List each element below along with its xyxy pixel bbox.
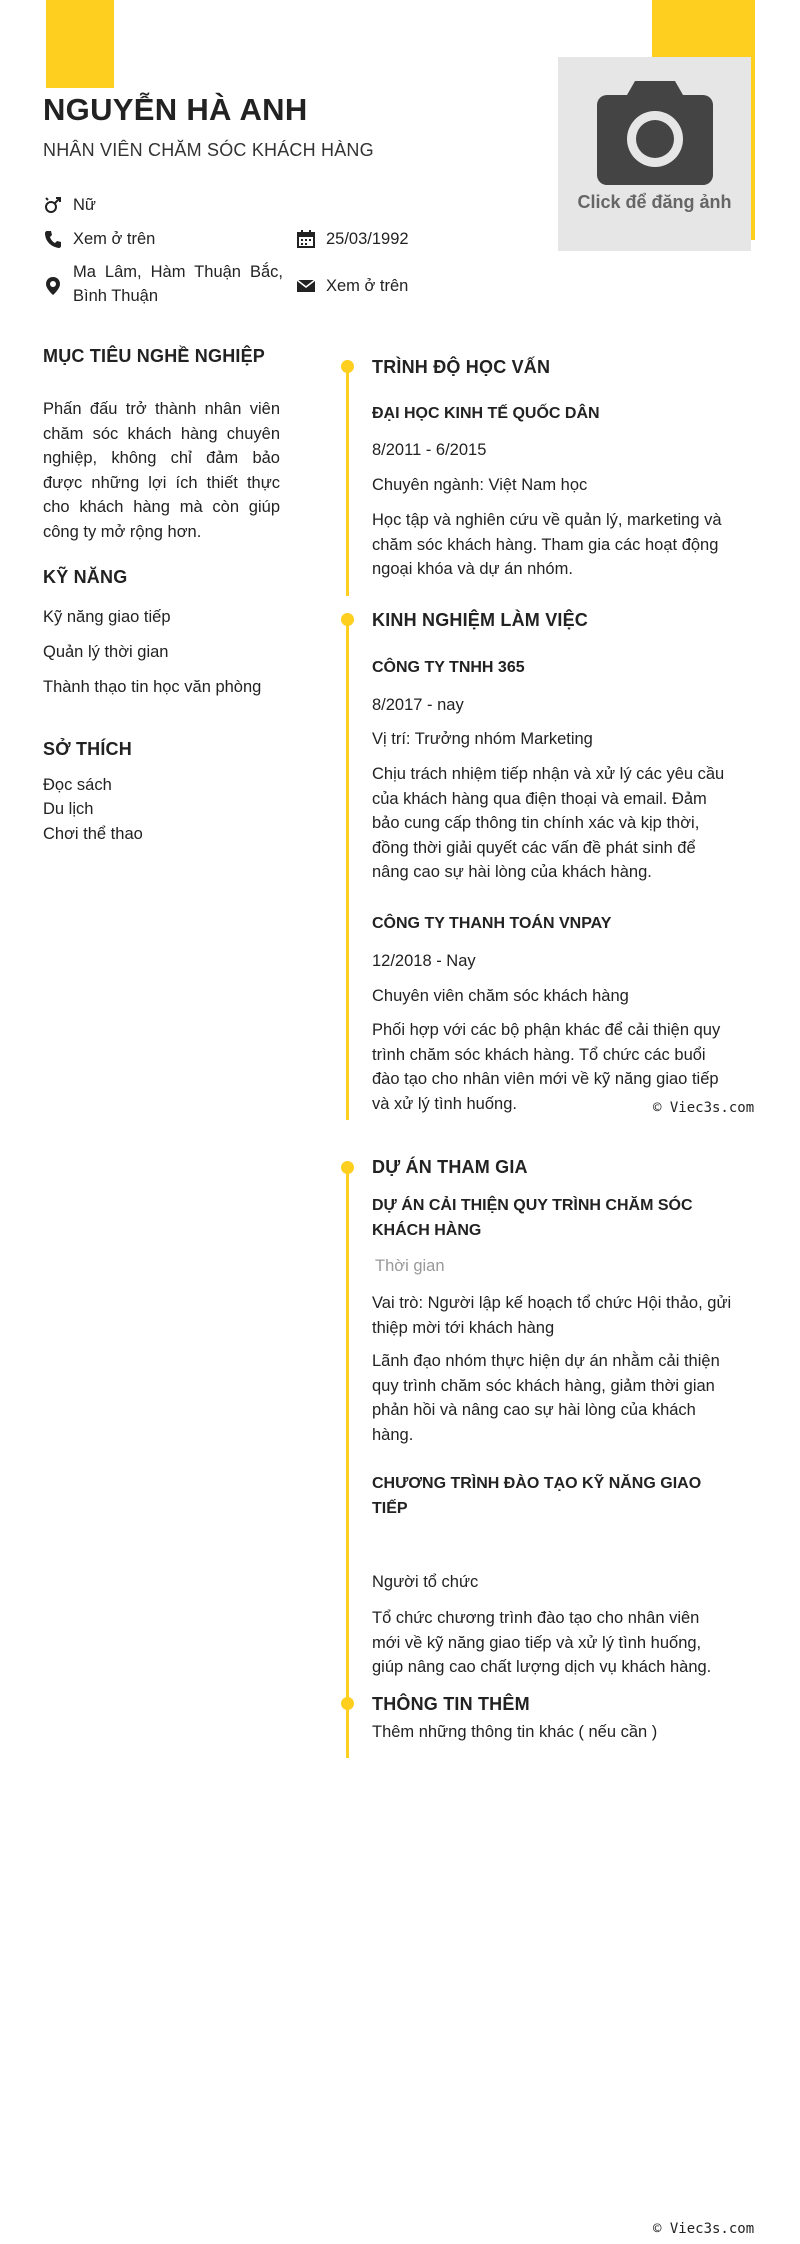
education-description: Học tập và nghiên cứu về quản lý, marketing và chăm sóc khách hàng. Tham gia các hoạt động ngoại khóa và dự án nhóm. (372, 511, 722, 578)
experience-title: KINH NGHIỆM LÀM VIỆC (372, 610, 589, 630)
address-row (43, 260, 283, 308)
camera-icon (597, 81, 713, 185)
phone-icon (43, 229, 63, 249)
education-school: ĐẠI HỌC KINH TẾ QUỐC DÂN (372, 405, 600, 422)
objective-text: Phấn đấu trở thành nhân viên chăm sóc khách hàng chuyên nghiệp, không chỉ đảm bảo được những lợi ích thiết thực cho khách hàng mà còn giúp công ty mở rộng hơn. (43, 400, 280, 541)
hobbies-title: SỞ THÍCH (43, 739, 132, 759)
project-name: CHƯƠNG TRÌNH ĐÀO TẠO KỸ NĂNG GIAO TIẾP (372, 1475, 702, 1517)
phone-value: Xem ở trên (73, 230, 156, 248)
photo-upload[interactable] (558, 57, 751, 251)
gender-icon (43, 195, 63, 215)
calendar-icon (296, 229, 316, 249)
job-description: Phối hợp với các bộ phận khác để cải thiện quy trình chăm sóc khách hàng. Tổ chức các buổi đào tạo cho nhân viên mới về kỹ năng giao tiếp và xử lý tình huống. (372, 1021, 721, 1113)
additional-text: Thêm những thông tin khác ( nếu cần ) (372, 1723, 658, 1741)
job-period: 12/2018 - Nay (372, 952, 476, 970)
education-period: 8/2011 - 6/2015 (372, 441, 487, 459)
birthday-value: 25/03/1992 (326, 230, 409, 248)
job-company: CÔNG TY THANH TOÁN VNPAY (372, 915, 612, 932)
candidate-name: NGUYỄN HÀ ANH (43, 92, 308, 127)
location-pin-icon (43, 276, 63, 296)
hobby-item: Chơi thể thao (43, 825, 143, 843)
phone-row (43, 227, 155, 251)
job-position: Vị trí: Trưởng nhóm Marketing (372, 730, 593, 748)
timeline-dot (341, 1161, 354, 1174)
birthday-row (296, 227, 409, 251)
skill-item: Thành thạo tin học văn phòng (43, 678, 262, 696)
project-time-placeholder: Thời gian (375, 1257, 445, 1275)
decor-block-left (46, 0, 114, 88)
project-description: Lãnh đạo nhóm thực hiện dự án nhằm cải thiện quy trình chăm sóc khách hàng, giảm thời gian phản hồi và nâng cao sự hài lòng của khách hàng. (372, 1352, 720, 1444)
watermark-footer: © Viec3s.com (653, 2221, 755, 2237)
education-title: TRÌNH ĐỘ HỌC VẤN (372, 357, 551, 377)
projects-title: DỰ ÁN THAM GIA (372, 1157, 528, 1177)
address-line-2: Bình Thuận (73, 287, 159, 305)
additional-title: THÔNG TIN THÊM (372, 1694, 530, 1714)
job-description: Chịu trách nhiệm tiếp nhận và xử lý các yêu cầu của khách hàng qua điện thoại và email. Đảm bảo cung cấp thông tin chính xác và kịp thời, đồng thời giải quyết các vấn đề phát sinh để nâng cao sự hài lòng của khách hàng. (372, 765, 725, 881)
project-name: DỰ ÁN CẢI THIỆN QUY TRÌNH CHĂM SÓC KHÁCH HÀNG (372, 1197, 693, 1239)
education-major: Chuyên ngành: Việt Nam học (372, 476, 588, 494)
job-company: CÔNG TY TNHH 365 (372, 659, 525, 676)
skills-title: KỸ NĂNG (43, 567, 128, 587)
gender-value: Nữ (73, 196, 96, 214)
timeline-dot (341, 1697, 354, 1710)
email-row (296, 274, 408, 298)
job-title: NHÂN VIÊN CHĂM SÓC KHÁCH HÀNG (43, 140, 374, 160)
job-period: 8/2017 - nay (372, 696, 464, 714)
watermark: © Viec3s.com (653, 1100, 755, 1116)
gender-row (43, 193, 96, 217)
objective-title: MỤC TIÊU NGHỀ NGHIỆP (43, 346, 266, 366)
timeline-line-education (346, 360, 349, 596)
project-role: Người tổ chức (372, 1573, 479, 1591)
hobby-item: Du lịch (43, 800, 94, 818)
timeline-line-projects (346, 1162, 349, 1758)
photo-caption: Click để đăng ảnh (577, 192, 732, 212)
email-value: Xem ở trên (326, 277, 409, 295)
hobby-item: Đọc sách (43, 776, 112, 794)
project-description: Tổ chức chương trình đào tạo cho nhân viên mới về kỹ năng giao tiếp và xử lý tình huống, giúp nâng cao chất lượng dịch vụ khách hàng. (372, 1609, 712, 1676)
skill-item: Quản lý thời gian (43, 643, 169, 661)
skill-item: Kỹ năng giao tiếp (43, 608, 171, 626)
timeline-line-experience (346, 614, 349, 1120)
email-icon (296, 276, 316, 296)
project-role: Vai trò: Người lập kế hoạch tổ chức Hội thảo, gửi thiệp mời tới khách hàng (372, 1294, 732, 1337)
timeline-dot (341, 360, 354, 373)
job-position: Chuyên viên chăm sóc khách hàng (372, 987, 629, 1005)
timeline-dot (341, 613, 354, 626)
address-line-1: Ma Lâm, Hàm Thuận Bắc, (73, 263, 283, 281)
address-value (73, 260, 283, 308)
